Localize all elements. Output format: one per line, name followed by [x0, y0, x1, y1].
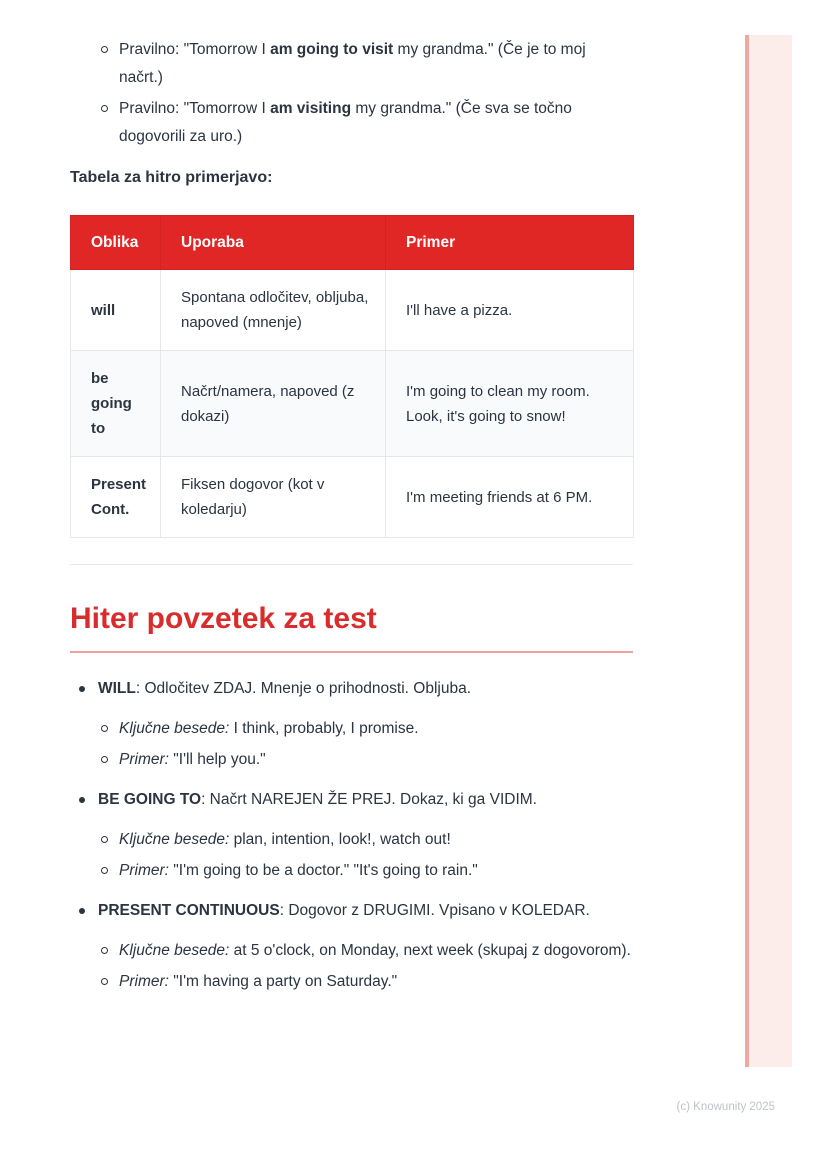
intro-list [70, 36, 633, 151]
cell-form: will [71, 270, 161, 351]
column-header-oblika: Oblika [71, 216, 161, 270]
document-content [70, 36, 633, 1008]
text-run: : Dogovor z DRUGIMI. Vpisano v KOLEDAR. [279, 902, 590, 919]
summary-list [70, 675, 633, 996]
list-item-text [98, 786, 633, 814]
list-item [70, 826, 633, 854]
copyright-text: (c) Knowunity 2025 [676, 1101, 775, 1113]
bullet-circle-icon [101, 725, 108, 732]
list-item-text [119, 857, 633, 885]
text-run: "I'm going to be a doctor." "It's going to rain." [168, 862, 478, 879]
keywords-label: Ključne besede: [119, 942, 230, 959]
text-run: : Načrt NAREJEN ŽE PREJ. Dokaz, ki ga VIDIM. [201, 791, 537, 808]
cell-example: I'll have a pizza. [386, 270, 634, 351]
scrollbar-thumb[interactable] [745, 35, 792, 1067]
example-label: Primer: [119, 973, 169, 990]
example-label: Primer: [119, 751, 169, 768]
text-run: : Odločitev ZDAJ. Mnenje o prihodnosti. Obljuba. [135, 680, 472, 697]
bullet-disc-icon [79, 686, 85, 692]
list-item-text [119, 968, 633, 996]
bullet-circle-icon [101, 836, 108, 843]
bullet-disc-icon [79, 908, 85, 914]
cell-form: be going to [71, 351, 161, 457]
list-item-text [119, 826, 633, 854]
text-run-bold: am going to visit [270, 41, 394, 58]
list-item [70, 36, 633, 92]
keywords-label: Ključne besede: [119, 831, 230, 848]
cell-example: I'm meeting friends at 6 PM. [386, 457, 634, 538]
list-item-text [119, 746, 633, 774]
text-run-bold: PRESENT CONTINUOUS [98, 902, 280, 919]
text-run: my grandma." (Če je to moj načrt.) [119, 41, 586, 86]
list-item-text [119, 36, 633, 92]
list-item [70, 786, 633, 814]
text-run: Pravilno: "Tomorrow I [119, 100, 271, 117]
table-title: Tabela za hitro primerjavo: [70, 169, 273, 186]
keywords-label: Ključne besede: [119, 720, 230, 737]
list-item-text [98, 675, 633, 703]
cell-use: Fiksen dogovor (kot v koledarju) [161, 457, 386, 538]
list-item [70, 95, 633, 151]
text-run: plan, intention, look!, watch out! [229, 831, 451, 848]
cell-use: Načrt/namera, napoved (z dokazi) [161, 351, 386, 457]
list-item [70, 897, 633, 925]
list-item-text [119, 715, 633, 743]
text-run: I think, probably, I promise. [229, 720, 419, 737]
list-item [70, 675, 633, 703]
table-row [71, 270, 634, 351]
cell-form: Present Cont. [71, 457, 161, 538]
section-divider [70, 564, 633, 565]
text-run: my grandma." (Če sva se točno dogovorili za uro.) [119, 100, 572, 145]
cell-example: I'm going to clean my room. Look, it's going to snow! [386, 351, 634, 457]
list-item [70, 937, 633, 965]
list-item [70, 857, 633, 885]
bullet-disc-icon [79, 797, 85, 803]
bullet-circle-icon [101, 105, 108, 112]
text-run: "I'll help you." [168, 751, 266, 768]
bullet-circle-icon [101, 947, 108, 954]
text-run-bold: am visiting [270, 100, 352, 117]
text-run: "I'm having a party on Saturday." [168, 973, 398, 990]
bullet-circle-icon [101, 978, 108, 985]
list-item-text [119, 95, 633, 151]
list-item-text [98, 897, 633, 925]
column-header-primer: Primer [386, 216, 634, 270]
cell-use: Spontana odločitev, obljuba, napoved (mnenje) [161, 270, 386, 351]
table-row [71, 351, 634, 457]
bullet-circle-icon [101, 867, 108, 874]
table-row [71, 457, 634, 538]
text-run: Pravilno: "Tomorrow I [119, 41, 271, 58]
bullet-circle-icon [101, 756, 108, 763]
section-heading: Hiter povzetek za test [70, 601, 633, 653]
example-label: Primer: [119, 862, 169, 879]
bullet-circle-icon [101, 46, 108, 53]
list-item-text [119, 937, 633, 965]
list-item [70, 746, 633, 774]
text-run: at 5 o'clock, on Monday, next week (skupaj z dogovorom). [229, 942, 631, 959]
list-item [70, 968, 633, 996]
list-item [70, 715, 633, 743]
text-run-bold: BE GOING TO [98, 791, 202, 808]
table-header-row [71, 216, 634, 270]
column-header-uporaba: Uporaba [161, 216, 386, 270]
text-run-bold: WILL [98, 680, 136, 697]
comparison-table [70, 215, 634, 538]
